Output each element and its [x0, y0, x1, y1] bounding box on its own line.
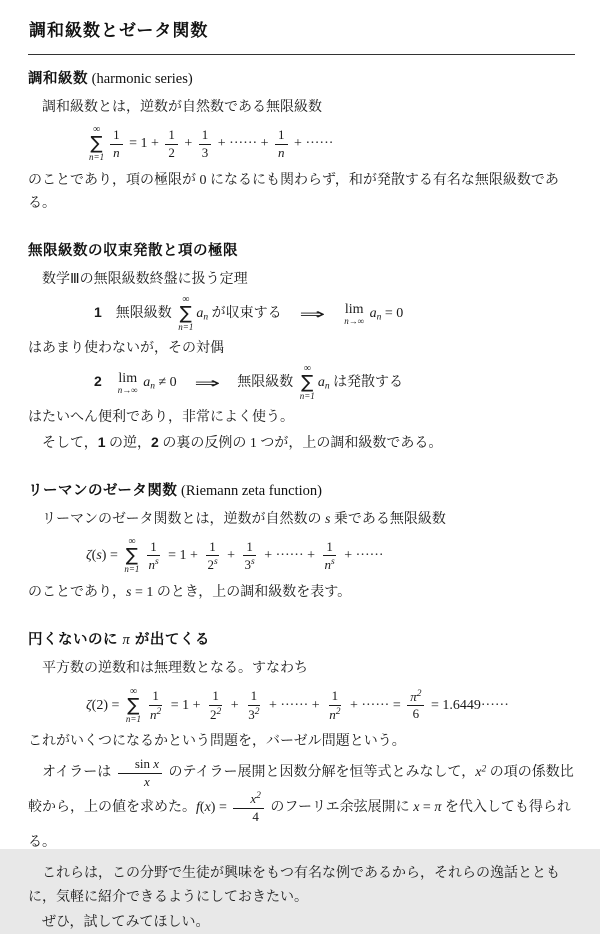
fraction-numerator: [233, 791, 264, 809]
paragraph-closing: これらは，この分野で生徒が興味をもつ有名な例であるから，それらの逸話とともに，気軽に紹介できるようにしておきたい。: [28, 866, 560, 905]
fraction-numerator: [110, 128, 123, 145]
fraction-numerator: [243, 540, 256, 557]
math-variable: x: [144, 773, 150, 789]
math-subscript: n: [203, 312, 209, 323]
fraction-denominator: [147, 706, 164, 723]
sigma-glyph: ∑: [301, 372, 314, 394]
paragraph-harmonic-intro: 調和級数とは，逆数が自然数である無限級数: [42, 100, 322, 115]
section-heading-convergence: 無限級数の収束発散と項の極限: [28, 243, 238, 260]
math-roman: 1: [212, 687, 219, 703]
math-variable: n: [113, 144, 120, 160]
sigma-sum-icon: [126, 687, 141, 725]
section-heading-zeta: [28, 479, 575, 500]
formula-harmonic-series: [86, 125, 575, 163]
math-superscript: 2: [256, 791, 261, 802]
math-subscript: n: [324, 381, 330, 392]
fraction-numerator: [199, 128, 212, 145]
math-roman: 4: [252, 809, 259, 825]
bold-text: 2: [151, 434, 159, 451]
sigma-glyph: ∑: [125, 545, 138, 567]
math-roman: + ······ +: [265, 697, 324, 713]
math-roman: 1: [278, 126, 285, 142]
paragraph-square-reciprocal: 平方数の逆数和は無理数となる。すなわち: [42, 661, 308, 677]
math-roman: +: [180, 136, 196, 152]
math-subscript: n: [150, 381, 155, 392]
math-variable: x: [475, 765, 482, 781]
math-roman: = 1 +: [125, 136, 163, 152]
math-text: が収束する: [208, 306, 282, 322]
math-roman: 3: [244, 557, 252, 573]
fraction-denominator: [275, 145, 288, 161]
paragraph-harmonic-note: のことであり，項の極限が 0 になるにも関わらず，和が発散する有名な無限級数である。: [28, 172, 559, 212]
sigma-glyph: ∑: [90, 133, 103, 155]
limit-subscript: n→∞: [117, 384, 138, 395]
fraction: [245, 689, 262, 723]
math-roman: 1: [150, 538, 157, 554]
fraction: [110, 128, 123, 161]
fraction-numerator: [275, 128, 288, 145]
bold-text: が出てくる: [130, 632, 210, 649]
math-subscript: n: [376, 312, 382, 323]
math-text: オイラーは: [42, 765, 115, 781]
math-superscript: 2: [216, 706, 222, 717]
fraction-denominator: [242, 556, 258, 573]
math-roman: 1: [152, 687, 159, 703]
math-variable: n: [149, 706, 157, 722]
math-text: のテイラー展開と因数分解を恒等式とみなして，: [165, 765, 476, 781]
fraction-denominator: [326, 706, 343, 723]
math-roman: ) =: [101, 548, 122, 564]
section-riemann-zeta: [28, 479, 575, 604]
math-roman: 1: [331, 687, 339, 703]
sum-lower-limit: n=1: [124, 564, 140, 575]
math-roman: = 1 +: [164, 548, 202, 564]
math-roman: (2) =: [91, 697, 123, 713]
fraction-denominator: [145, 556, 161, 573]
math-variable: n: [324, 557, 332, 573]
math-roman: 1: [250, 687, 258, 703]
math-roman: ≠ 0: [154, 375, 177, 391]
math-roman: + ······: [290, 136, 334, 152]
math-variable: ζ: [86, 548, 92, 564]
math-variable: a: [196, 306, 204, 322]
limit-subscript: n→∞: [344, 315, 365, 326]
math-roman: 1: [201, 126, 209, 142]
math-roman: = 0: [381, 306, 404, 322]
sigma-glyph: ∑: [179, 303, 192, 325]
math-text: の項の係数比較から，上の値を求めた。: [28, 765, 574, 816]
paragraph-zeta-note: [28, 581, 575, 604]
math-roman: = 1.6449······: [427, 697, 509, 713]
title-divider: [28, 54, 575, 55]
math-roman: (: [91, 548, 97, 564]
sigma-sum-icon: [124, 537, 139, 575]
sigma-sum-icon: [300, 364, 315, 402]
math-text: のことであり，: [28, 585, 126, 601]
fraction: [118, 757, 162, 790]
limit-word: lim: [344, 301, 364, 317]
formula-zeta-2: [86, 687, 575, 725]
paragraph-counterexample: [28, 431, 575, 455]
limit-operator: [344, 302, 364, 327]
sum-lower-limit: n=1: [299, 391, 315, 402]
fraction: [165, 128, 178, 161]
math-text: の逆，: [105, 436, 152, 452]
math-superscript: s: [331, 557, 335, 568]
implies-arrow-icon: ⇒: [298, 305, 326, 324]
fraction-denominator: [110, 145, 123, 161]
math-roman: 2: [168, 144, 175, 160]
fraction: [242, 540, 258, 574]
math-text: のとき，上の調和級数を表す。: [153, 585, 352, 601]
math-text: そして，: [42, 436, 98, 452]
math-roman: sin: [134, 755, 154, 771]
math-variable: s: [126, 585, 132, 601]
section-harmonic-series: [28, 67, 575, 215]
sum-lower-limit: n=1: [89, 152, 105, 163]
math-variable: x: [153, 755, 160, 771]
math-text: 無限級数: [237, 375, 297, 391]
sum-upper-limit: ∞: [182, 294, 190, 306]
fraction: [326, 689, 343, 723]
math-variable: s: [324, 512, 331, 528]
math-text: のフーリエ余弦展開に: [266, 800, 414, 816]
sigma-sum-icon: [178, 295, 193, 333]
math-roman: (: [199, 800, 205, 816]
math-variable: π: [122, 632, 131, 649]
section-convergence-divergence: [28, 239, 575, 455]
limit-word: lim: [118, 370, 138, 386]
math-text: の裏の反例の 1 つが，上の調和級数である。: [158, 436, 443, 452]
math-roman: + ······ +: [260, 548, 319, 564]
math-text: を代入しても得られる。: [28, 800, 571, 851]
sum-lower-limit: n=1: [178, 322, 194, 333]
paragraph-try-it: ぜひ，試してみてほしい。: [42, 914, 210, 930]
implies-arrow-icon: ⇒: [193, 374, 221, 393]
math-text: 乗である無限級数: [330, 512, 446, 528]
math-roman: + ······ =: [346, 697, 405, 713]
fraction-denominator: [410, 706, 423, 722]
fraction-denominator: [207, 706, 224, 723]
section-heading-pi: [28, 628, 575, 649]
fraction: [145, 540, 161, 574]
math-text: リーマンのゼータ関数とは，逆数が自然数の: [42, 512, 325, 528]
fraction-numerator: [407, 689, 424, 707]
limit-operator: [118, 371, 138, 396]
bold-text: 1: [97, 434, 106, 451]
math-roman: ) =: [210, 800, 231, 816]
fraction-denominator: [199, 145, 212, 161]
math-variable: π: [410, 688, 417, 704]
heading-jp-text: リーマンのゼータ関数: [28, 483, 178, 500]
paragraph-contrapositive: はあまり使わないが，その対偶: [28, 341, 224, 357]
math-roman: 2: [210, 706, 217, 722]
fraction: [275, 128, 288, 161]
math-variable: n: [148, 557, 155, 573]
fraction: [199, 128, 212, 161]
sigma-glyph: ∑: [127, 694, 140, 716]
math-roman: =: [419, 800, 435, 816]
math-variable: π: [434, 800, 442, 816]
math-roman: 2: [207, 557, 214, 573]
section-heading-harmonic: [28, 67, 575, 88]
section-pi-appears: [28, 628, 575, 933]
math-roman: 3: [248, 706, 255, 722]
math-variable: n: [329, 706, 336, 722]
math-variable: n: [278, 144, 285, 160]
sum-lower-limit: n=1: [125, 713, 141, 724]
math-roman: 6: [412, 706, 420, 722]
fraction: [147, 689, 164, 723]
math-variable: s: [96, 548, 102, 564]
fraction: [407, 689, 424, 723]
paragraph-basel-problem: これがいくつになるかという問題を，バーゼル問題という。: [28, 734, 406, 750]
math-text: [102, 375, 116, 390]
fraction-denominator: [322, 556, 338, 573]
fraction-numerator: [248, 689, 261, 706]
math-superscript: 2: [254, 706, 260, 717]
fraction-numerator: [209, 689, 222, 706]
fraction: [207, 689, 224, 723]
sum-upper-limit: ∞: [129, 685, 138, 697]
math-roman: 1: [209, 538, 216, 554]
math-roman: 1: [113, 126, 120, 142]
heading-en-text: (Riemann zeta function): [177, 483, 322, 500]
page-title: 調和級数とゼータ関数: [29, 21, 209, 40]
formula-zeta-function: [86, 537, 575, 575]
fraction-denominator: [127, 774, 153, 790]
fraction-denominator: [165, 145, 178, 161]
math-superscript: 2: [416, 688, 422, 699]
math-text: 無限級数: [101, 306, 176, 322]
math-variable: a: [139, 375, 151, 391]
fraction-numerator: [323, 540, 336, 557]
math-superscript: 2: [335, 706, 341, 717]
fraction: [322, 540, 338, 574]
theorem-2-line: [94, 364, 575, 402]
sum-upper-limit: ∞: [303, 363, 311, 375]
bold-text: 1: [94, 304, 102, 321]
math-superscript: s: [251, 557, 255, 568]
math-roman: +: [223, 548, 239, 564]
paragraph-theorem-intro: 数学Ⅲの無限級数終盤に扱う定理: [42, 272, 248, 288]
math-variable: x: [413, 800, 420, 816]
math-roman: 1: [326, 538, 333, 554]
math-variable: x: [204, 800, 211, 816]
bold-text: 2: [94, 373, 102, 390]
math-roman: +: [227, 697, 243, 713]
math-roman: = 1: [131, 585, 154, 601]
bold-text: 円くないのに: [28, 632, 123, 649]
heading-jp-text: 調和級数: [28, 71, 88, 87]
fraction-denominator: [235, 809, 262, 825]
math-superscript: s: [213, 557, 218, 568]
sum-upper-limit: ∞: [92, 124, 101, 136]
math-superscript: s: [154, 557, 159, 568]
math-roman: + ······: [340, 548, 384, 564]
math-roman: 3: [201, 144, 209, 160]
math-roman: + ······ +: [214, 136, 273, 152]
math-variable: ζ: [86, 697, 92, 713]
math-roman: 1: [168, 126, 175, 142]
math-variable: f: [196, 800, 200, 816]
fraction-denominator: [204, 556, 220, 573]
math-variable: a: [366, 306, 377, 322]
fraction-numerator: [118, 757, 162, 774]
fraction-numerator: [147, 540, 160, 557]
fraction-numerator: [149, 689, 162, 706]
math-variable: x: [250, 791, 257, 807]
math-roman: 1: [246, 538, 253, 554]
math-text: は発散する: [329, 375, 404, 391]
fraction-numerator: [165, 128, 178, 145]
paragraph-euler: [28, 755, 575, 860]
fraction-numerator: [329, 689, 342, 706]
sigma-sum-icon: [89, 125, 104, 163]
fraction-numerator: [206, 540, 219, 557]
fraction: [204, 540, 220, 574]
fraction-denominator: [245, 706, 262, 723]
math-roman: = 1 +: [167, 697, 205, 713]
heading-en-text: (harmonic series): [88, 71, 193, 87]
math-superscript: 2: [156, 706, 162, 717]
theorem-1-line: [94, 295, 575, 333]
sum-upper-limit: ∞: [128, 536, 136, 548]
fraction: [233, 791, 264, 825]
math-superscript: 2: [481, 764, 487, 775]
math-variable: a: [317, 375, 325, 391]
paragraph-zeta-intro: [28, 508, 575, 531]
paragraph-useful: はたいへん便利であり，非常によく使う。: [28, 410, 294, 426]
